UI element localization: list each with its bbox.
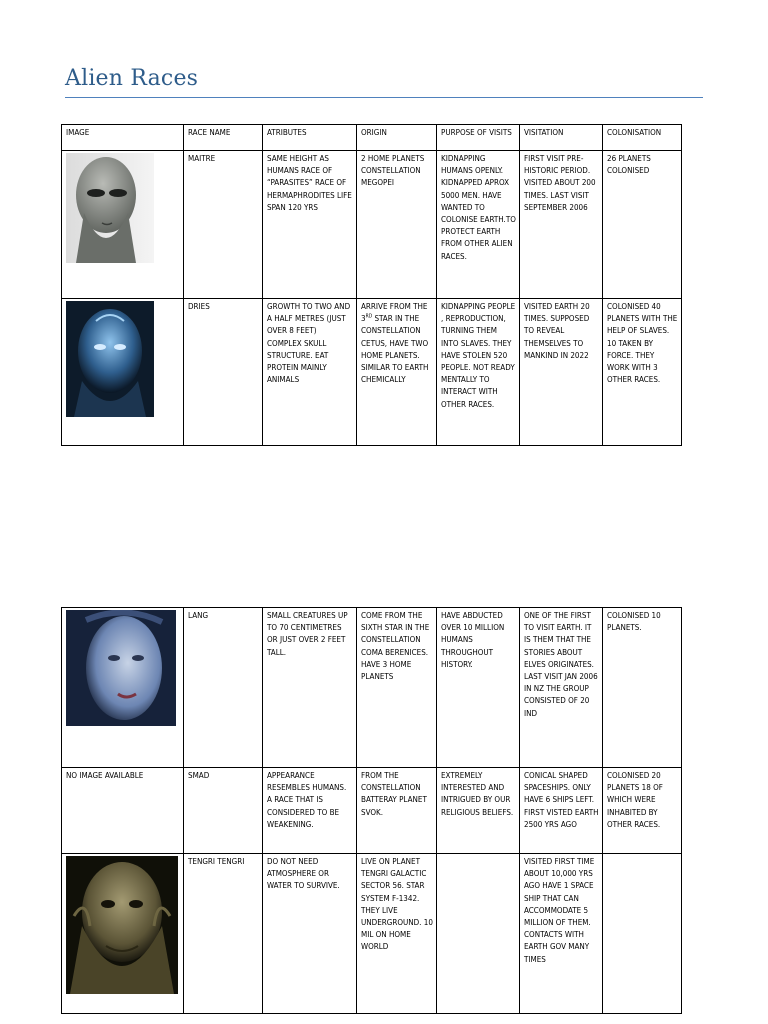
purpose-cell: KIDNAPPING PEOPLE , REPRODUCTION, TURNING THEM INTO SLAVES. THEY HAVE STOLEN 520 PEOPLE. NOT READY MENTALLY TO INTERACT WITH OTHER RACES. — [437, 299, 520, 446]
table-row — [62, 768, 682, 854]
race-name: DRIES — [184, 299, 263, 446]
visitation-cell: CONICAL SHAPED SPACESHIPS. ONLY HAVE 6 SHIPS LEFT. FIRST VISTED EARTH 2500 YRS AGO — [520, 768, 603, 854]
race-name: MAITRE — [184, 151, 263, 299]
colonisation-cell: COLONISED 10 PLANETS. — [603, 608, 682, 768]
page-title: Alien Races — [65, 66, 199, 91]
origin-text: STAR IN THE CONSTELLATION CETUS, HAVE TWO HOME PLANETS. SIMILAR TO EARTH CHEMICALLY — [361, 314, 429, 385]
column-header-origin: ORIGIN — [357, 125, 437, 151]
column-header-race-name: RACE NAME — [184, 125, 263, 151]
attributes-cell: SAME HEIGHT AS HUMANS RACE OF “PARASITES” RACE OF HERMAPHRODITES LIFE SPAN 120 YRS — [263, 151, 357, 299]
image-cell — [62, 608, 184, 768]
origin-cell: FROM THE CONSTELLATION BATTERAY PLANET SVOK. — [357, 768, 437, 854]
column-header-attributes: ATRIBUTES — [263, 125, 357, 151]
origin-cell — [357, 299, 437, 446]
attributes-cell: APPEARANCE RESEMBLES HUMANS. A RACE THAT IS CONSIDERED TO BE WEAKENING. — [263, 768, 357, 854]
race-name: SMAD — [184, 768, 263, 854]
image-cell — [62, 151, 184, 299]
race-name: LANG — [184, 608, 263, 768]
colonisation-cell: COLONISED 20 PLANETS 18 OF WHICH WERE INHABITED BY OTHER RACES. — [603, 768, 682, 854]
race-name: TENGRI TENGRI — [184, 854, 263, 1014]
origin-cell: LIVE ON PLANET TENGRI GALACTIC SECTOR 56. STAR SYSTEM F-1342. THEY LIVE UNDERGROUND. 10 MIL ON HOME WORLD — [357, 854, 437, 1014]
visitation-cell: VISITED EARTH 20 TIMES. SUPPOSED TO REVEAL THEMSELVES TO MANKIND IN 2022 — [520, 299, 603, 446]
purpose-cell — [437, 854, 520, 1014]
colonisation-cell: 26 PLANETS COLONISED — [603, 151, 682, 299]
visitation-cell: FIRST VISIT PRE-HISTORIC PERIOD. VISITED ABOUT 200 TIMES. LAST VISIT SEPTEMBER 2006 — [520, 151, 603, 299]
purpose-cell: EXTREMELY INTERESTED AND INTRIGUED BY OUR RELIGIOUS BELIEFS. — [437, 768, 520, 854]
image-cell — [62, 854, 184, 1014]
no-image-cell: NO IMAGE AVAILABLE — [62, 768, 184, 854]
dries-alien-image — [66, 301, 154, 417]
column-header-image: IMAGE — [62, 125, 184, 151]
column-header-colonisation: COLONISATION — [603, 125, 682, 151]
attributes-cell: GROWTH TO TWO AND A HALF METRES (JUST OVER 8 FEET) COMPLEX SKULL STRUCTURE. EAT PROTEIN MAINLY ANIMALS — [263, 299, 357, 446]
table-header-row — [62, 125, 682, 151]
colonisation-cell — [603, 854, 682, 1014]
column-header-purpose: PURPOSE OF VISITS — [437, 125, 520, 151]
origin-cell: COME FROM THE SIXTH STAR IN THE CONSTELLATION COMA BERENICES. HAVE 3 HOME PLANETS — [357, 608, 437, 768]
ordinal-suffix: RD — [365, 313, 373, 320]
purpose-cell: KIDNAPPING HUMANS OPENLY. KIDNAPPED APROX 5000 MEN. HAVE WANTED TO COLONISE EARTH.TO PROTECT EARTH FROM OTHER ALIEN RACES. — [437, 151, 520, 299]
alien-races-table — [61, 124, 682, 446]
lang-alien-image — [66, 610, 176, 726]
tengri-alien-image — [66, 856, 178, 994]
visitation-cell: VISITED FIRST TIME ABOUT 10,000 YRS AGO HAVE 1 SPACE SHIP THAT CAN ACCOMMODATE 5 MILLION OF THEM. CONTACTS WITH EARTH GOV MANY TIMES — [520, 854, 603, 1014]
column-header-visitation: VISITATION — [520, 125, 603, 151]
table-row — [62, 299, 682, 446]
title-underline — [65, 97, 703, 98]
visitation-cell: ONE OF THE FIRST TO VISIT EARTH. IT IS THEM THAT THE STORIES ABOUT ELVES ORIGINATES. LAST VISIT JAN 2006 IN NZ THE GROUP CONSISTED OF 20 IND — [520, 608, 603, 768]
attributes-cell: DO NOT NEED ATMOSPHERE OR WATER TO SURVIVE. — [263, 854, 357, 1014]
table-row — [62, 854, 682, 1014]
table-row — [62, 151, 682, 299]
alien-races-table-continued — [61, 607, 682, 1014]
image-cell — [62, 299, 184, 446]
table-row — [62, 608, 682, 768]
attributes-cell: SMALL CREATURES UP TO 70 CENTIMETRES OR JUST OVER 2 FEET TALL. — [263, 608, 357, 768]
origin-cell: 2 HOME PLANETS CONSTELLATION MEGOPEI — [357, 151, 437, 299]
colonisation-cell: COLONISED 40 PLANETS WITH THE HELP OF SLAVES. 10 TAKEN BY FORCE. THEY WORK WITH 3 OTHER RACES. — [603, 299, 682, 446]
origin-text: ARRIVE FROM THE 3 — [361, 302, 428, 324]
purpose-cell: HAVE ABDUCTED OVER 10 MILLION HUMANS THROUGHOUT HISTORY. — [437, 608, 520, 768]
maitre-alien-image — [66, 153, 154, 263]
